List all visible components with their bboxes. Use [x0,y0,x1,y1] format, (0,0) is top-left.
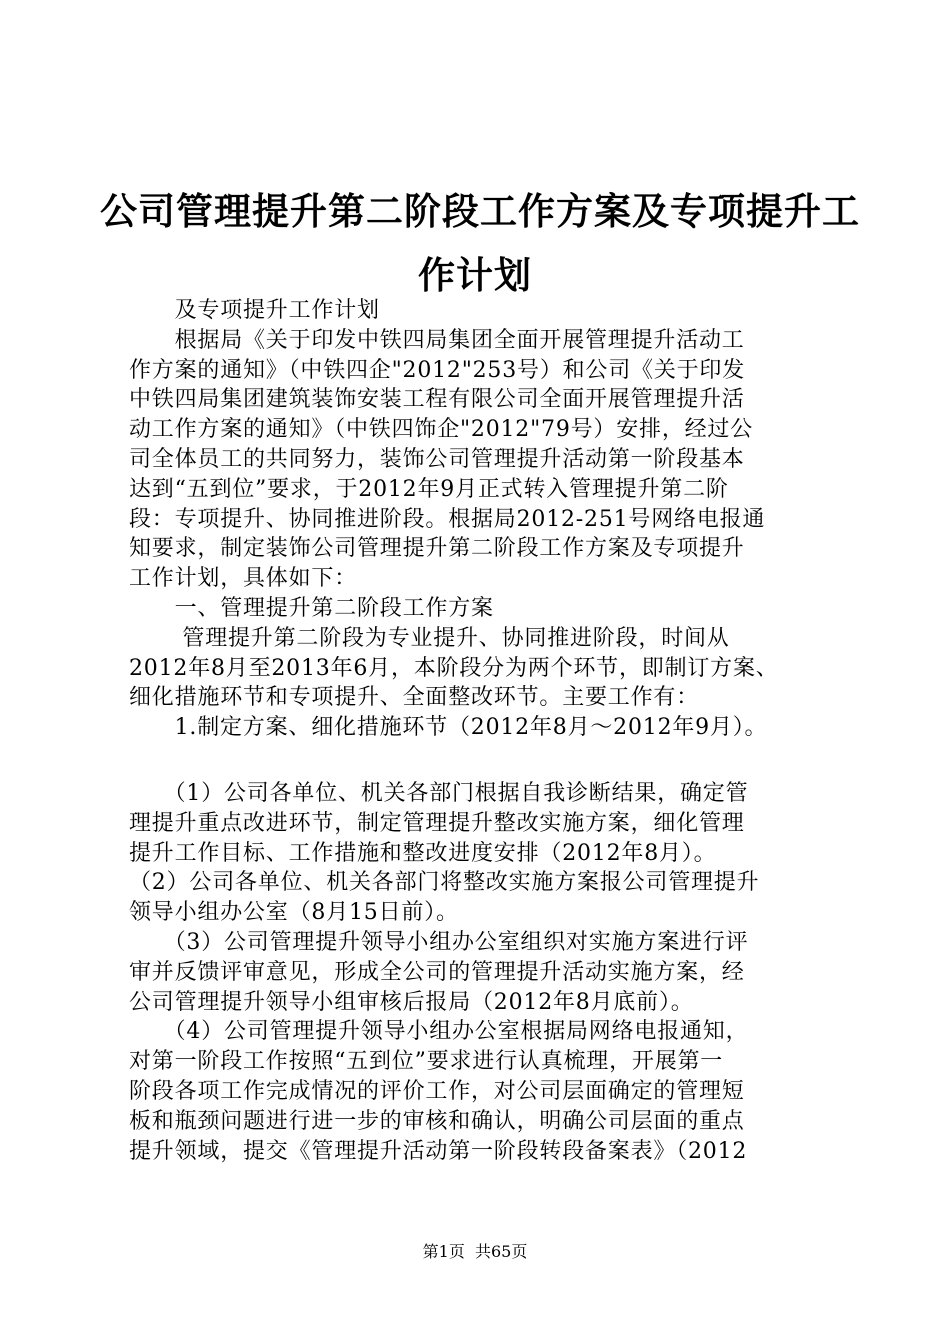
subsection-heading: 1.制定方案、细化措施环节（2012年8月～2012年9月）。 [129,715,768,741]
body-line: 段：专项提升、协同推进阶段。根据局2012-251号网络电报通 [129,506,766,532]
title-line: 作计划 [418,254,532,297]
page-number: 第1页 共65页 [422,1242,528,1261]
paragraph-gap [129,743,839,779]
body-line: 细化措施环节和专项提升、全面整改环节。主要工作有： [129,685,700,711]
body-line: 根据局《关于印发中铁四局集团全面开展管理提升活动工 [129,327,745,353]
body-line: 动工作方案的通知》（中铁四饰企"2012"79号）安排，经过公 [129,417,754,443]
body-line: 提升领域，提交《管理提升活动第一阶段转段备案表》（2012 [129,1138,748,1164]
body-line: 理提升重点改进环节，制定管理提升整改实施方案，细化管理 [129,810,745,836]
page-footer [0,1242,950,1262]
section-heading: 一、管理提升第二阶段工作方案 [129,595,494,621]
body-line: 司全体员工的共同努力，装饰公司管理提升活动第一阶段基本 [129,446,745,472]
body-line: （3）公司管理提升领导小组办公室组织对实施方案进行评 [129,929,749,955]
body-line: 中铁四局集团建筑装饰安装工程有限公司全面开展管理提升活 [129,387,745,413]
body-line: （2）公司各单位、机关各部门将整改实施方案报公司管理提升 [129,870,760,896]
body-line: 及专项提升工作计划 [129,298,380,323]
body-line: 公司管理提升领导小组审核后报局（2012年8月底前）。 [129,989,694,1015]
body-line: 知要求，制定装饰公司管理提升第二阶段工作方案及专项提升 [129,536,745,562]
body-line: 作方案的通知》（中铁四企"2012"253号）和公司《关于印发 [129,357,746,383]
title-line: 公司管理提升第二阶段工作方案及专项提升工 [100,190,860,233]
body-line: 阶段各项工作完成情况的评价工作，对公司层面确定的管理短 [129,1078,745,1104]
body-line: 板和瓶颈问题进行进一步的审核和确认，明确公司层面的重点 [129,1108,745,1134]
body-line: 领导小组办公室（8月15日前）。 [129,900,459,926]
body-line: 审并反馈评审意见，形成全公司的管理提升活动实施方案，经 [129,959,745,985]
document-title [100,180,860,308]
body-line: 提升工作目标、工作措施和整改进度安排（2012年8月）。 [129,840,717,866]
body-line: 管理提升第二阶段为专业提升、协同推进阶段，时间从 [129,625,730,651]
document-body [129,296,839,1166]
body-line: （1）公司各单位、机关各部门根据自我诊断结果，确定管 [129,780,749,806]
body-line: 达到“五到位”要求，于2012年9月正式转入管理提升第二阶 [129,476,729,502]
body-line: 工作计划，具体如下： [129,566,358,592]
body-line: （4）公司管理提升领导小组办公室根据局网络电报通知， [129,1019,749,1045]
body-line: 2012年8月至2013年6月，本阶段分为两个环节，即制订方案、 [129,655,779,681]
body-line: 对第一阶段工作按照“五到位”要求进行认真梳理，开展第一 [129,1049,724,1075]
